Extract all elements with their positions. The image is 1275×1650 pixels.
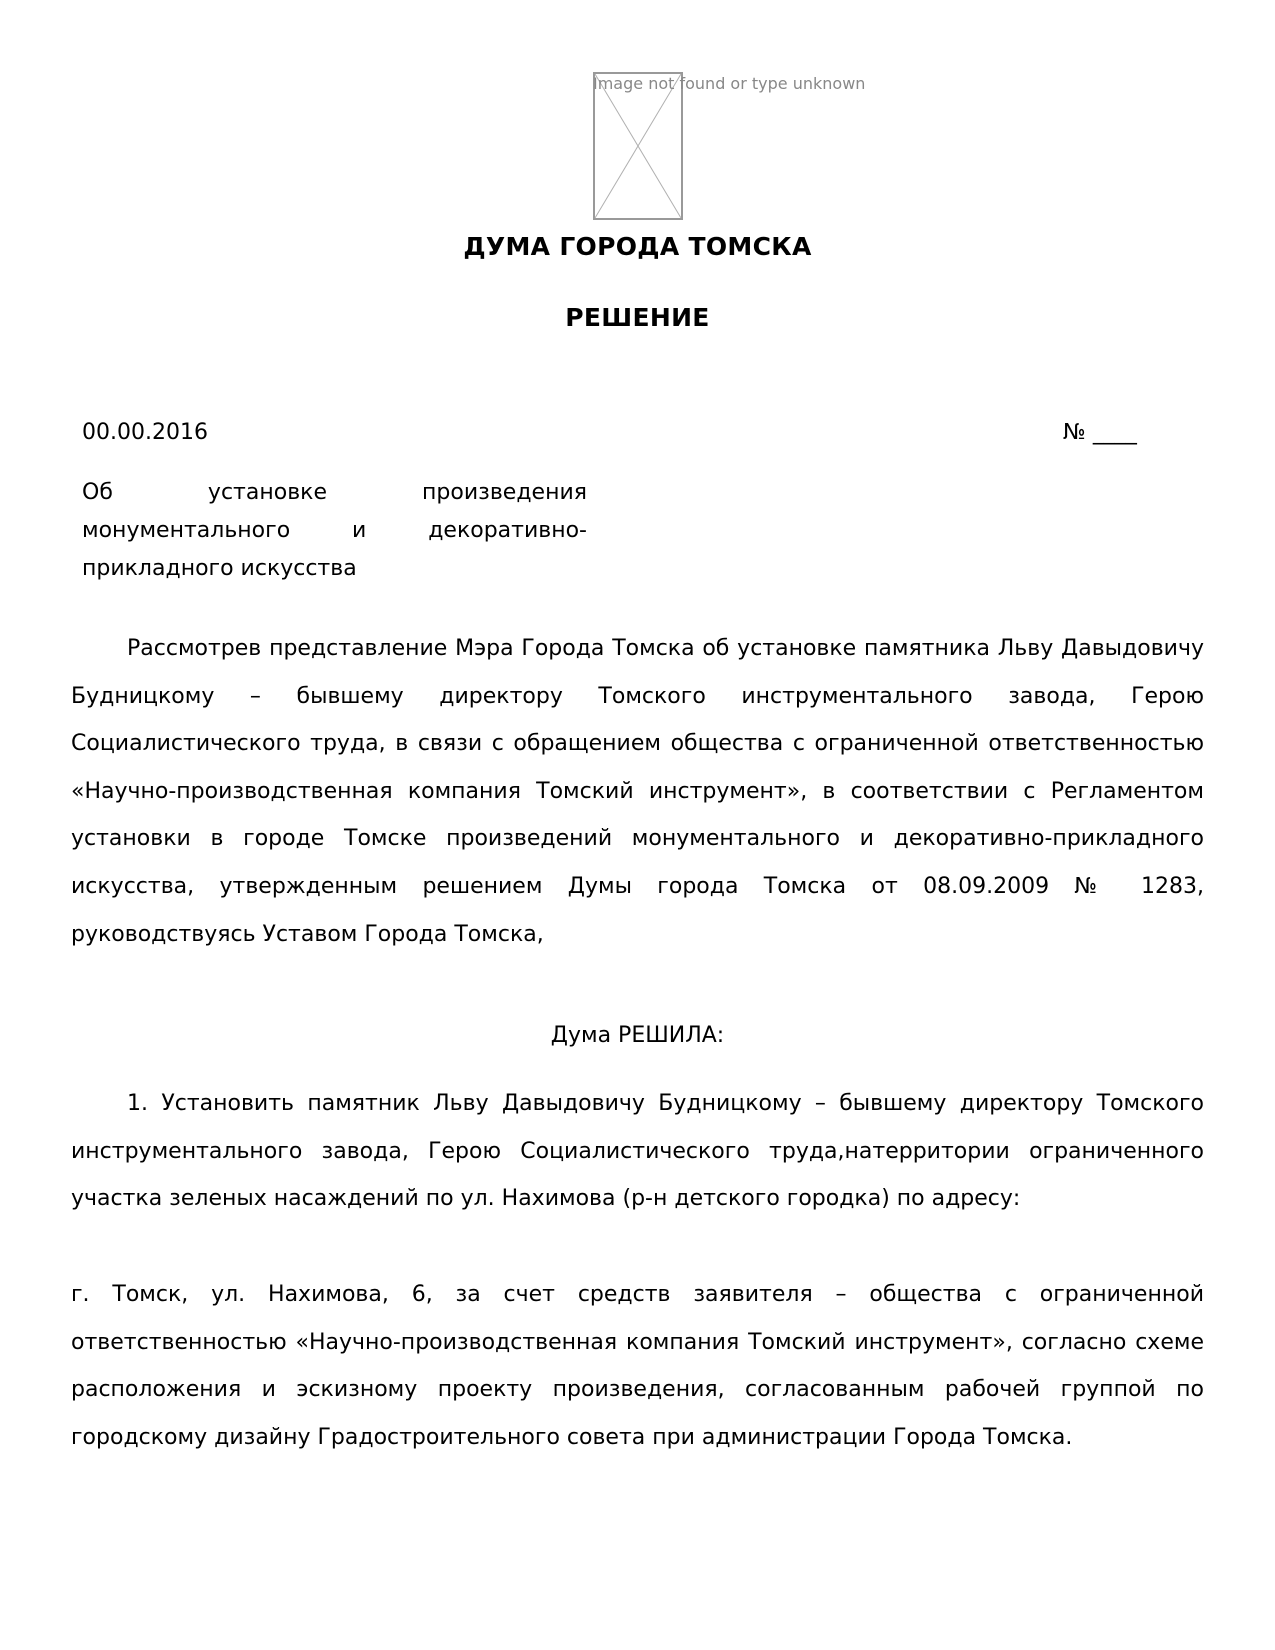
item-1-paragraph: 1. Установить памятник Льву Давыдовичу Будницкому – бывшему директору Томского инструментального завода, Герою Социалистического труда,натерритории ограниченного участка зеленых насаждений по ул. Нахимова (р-н детского городка) по адресу: xyxy=(71,1091,1204,1212)
item-1-continuation: г. Томск, ул. Нахимова, 6, за счет средств заявителя – общества с ограниченной ответственностью «Научно-производственная компания Томский инструмент», согласно схеме расположения и эскизному проекту произведения, согласованным рабочей группой по городскому дизайну Градостроительного совета при администрации Города Томска. xyxy=(71,1282,1204,1450)
preamble-paragraph: Рассмотрев представление Мэра Города Томска об установке памятника Льву Давыдовичу Будницкому – бывшему директору Томского инструментального завода, Герою Социалистического труда, в связи с обращением общества с ограниченной ответственностью «Научно-производственная компания Томский инструмент», в соответствии с Регламентом установки в городе Томске произведений монументального и декоративно-прикладного искусства, утвержденным решением Думы города Томска от 08.09.2009 № 1283, руководствуясь Уставом Города Томска, xyxy=(71,636,1204,947)
document-subject: Об установке произведения монументального и декоративно-прикладного искусства xyxy=(82,480,587,581)
decision-heading: Дума РЕШИЛА: xyxy=(550,1023,725,1048)
organization-title: ДУМА ГОРОДА ТОМСКА xyxy=(463,232,812,261)
image-alt-text: Image not found or type unknown xyxy=(593,74,866,93)
broken-image-placeholder xyxy=(593,72,683,220)
broken-image-icon xyxy=(593,72,683,220)
document-number: № ____ xyxy=(1063,420,1137,445)
document-type-title: РЕШЕНИЕ xyxy=(565,303,710,332)
document-date: 00.00.2016 xyxy=(82,420,208,445)
